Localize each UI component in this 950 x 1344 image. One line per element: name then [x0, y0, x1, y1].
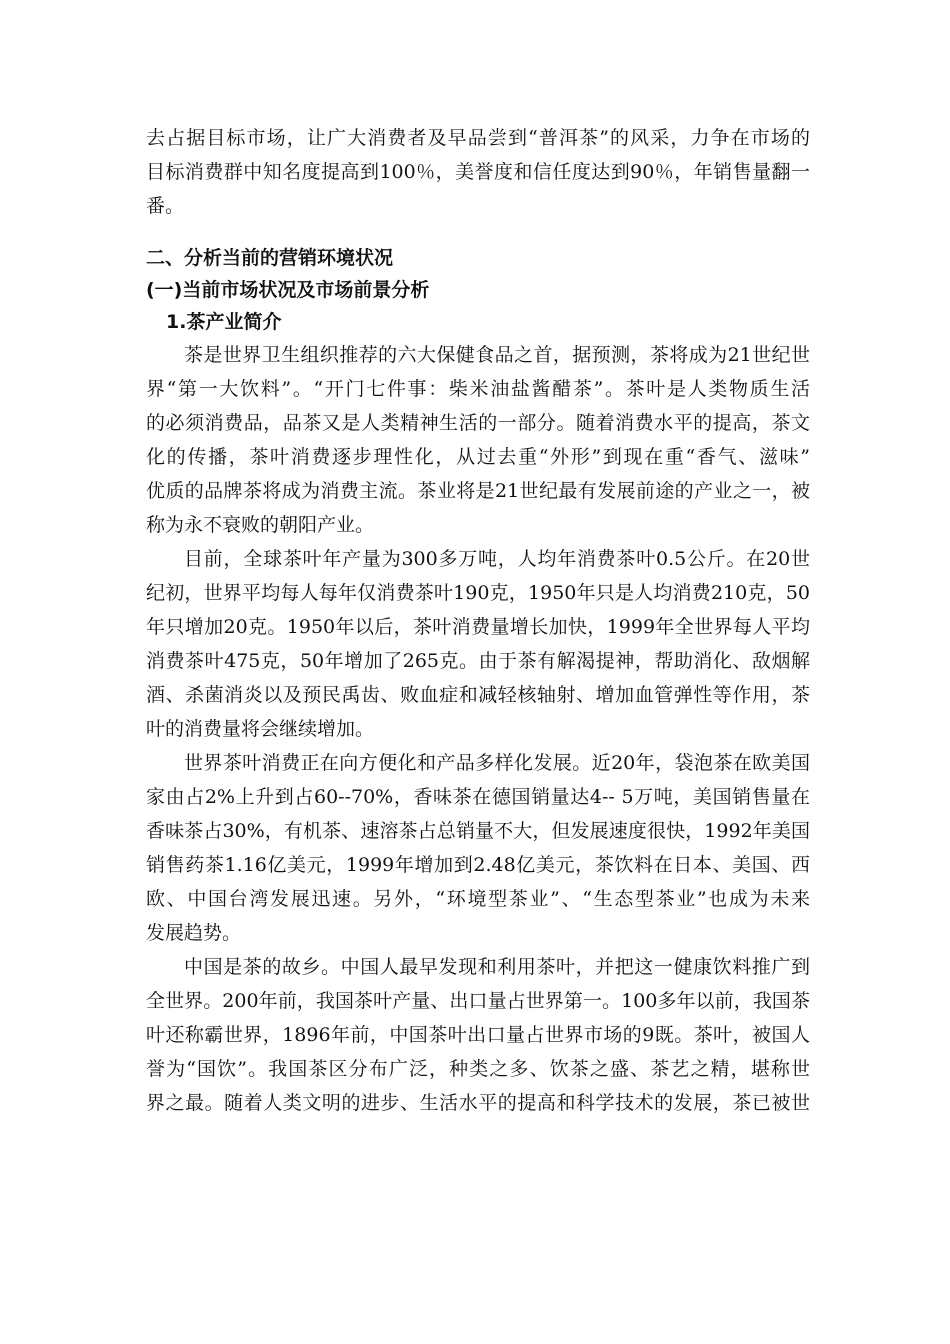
intro-paragraph — [146, 121, 810, 223]
text-line: 目标消费群中知名度提高到100％，美誉度和信任度达到90％，年销售量翻一 — [146, 161, 810, 183]
text-line: 番。 — [146, 195, 185, 217]
paragraph-china-tea — [146, 950, 810, 1120]
text-line: 欧、中国台湾发展迅速。另外，“环境型茶业”、“生态型茶业”也成为未来 — [146, 888, 810, 910]
text-line: 界“第一大饮料”。“开门七件事：柴米油盐酱醋茶”。茶叶是人类物质生活 — [146, 378, 810, 400]
text-line: 酒、杀菌消炎以及预民禹齿、败血症和减轻核轴射、增加血管弹性等作用，茶 — [146, 684, 810, 706]
text-line: 茶是世界卫生组织推荐的六大保健食品之首，据预测，茶将成为21世纪世 — [184, 344, 810, 366]
document-body — [146, 121, 810, 1120]
text-line: 界之最。随着人类文明的进步、生活水平的提高和科学技术的发展，茶已被世 — [146, 1092, 810, 1114]
text-line: 化的传播，茶叶消费逐步理性化，从过去重“外形”到现在重“香气、滋味” — [146, 446, 810, 468]
text-line: 香味茶占30%，有机茶、速溶茶占总销量不大，但发展速度很快，1992年美国 — [146, 820, 810, 842]
text-line: 全世界。200年前，我国茶叶产量、出口量占世界第一。100多年以前，我国茶 — [146, 990, 810, 1012]
subsection-heading: (一)当前市场状况及市场前景分析 — [146, 279, 430, 301]
text-line: 叶的消费量将会继续增加。 — [146, 718, 375, 740]
paragraph-consumption-trends — [146, 746, 810, 950]
item-heading: 1.茶产业简介 — [166, 311, 282, 333]
text-line: 发展趋势。 — [146, 922, 242, 944]
text-line: 誉为“国饮”。我国茶区分布广泛，种类之多、饮茶之盛、茶艺之精，堪称世 — [146, 1058, 810, 1080]
paragraph-tea-industry — [146, 338, 810, 542]
text-line: 销售药茶1.16亿美元，1999年增加到2.48亿美元，茶饮料在日本、美国、西 — [146, 854, 810, 876]
text-line: 优质的品牌茶将成为消费主流。茶业将是21世纪最有发展前途的产业之一，被 — [146, 480, 810, 502]
text-line: 家由占2%上升到占60--70%，香味茶在德国销量达4-- 5万吨，美国销售量在 — [146, 786, 810, 808]
text-line: 中国是茶的故乡。中国人最早发现和利用茶叶，并把这一健康饮料推广到 — [184, 956, 810, 978]
text-line: 年只增加20克。1950年以后，茶叶消费量增长加快，1999年全世界每人平均 — [146, 616, 810, 638]
text-line: 目前，全球茶叶年产量为300多万吨，人均年消费茶叶0.5公斤。在20世 — [184, 548, 810, 570]
text-line: 纪初，世界平均每人每年仅消费茶叶190克，1950年只是人均消费210克，50 — [146, 582, 810, 604]
text-line: 消费茶叶475克，50年增加了265克。由于茶有解渴提神，帮助消化、敌烟解 — [146, 650, 810, 672]
section-heading: 二、分析当前的营销环境状况 — [146, 247, 394, 269]
text-line: 称为永不衰败的朝阳产业。 — [146, 514, 375, 536]
text-line: 的必须消费品，品茶又是人类精神生活的一部分。随着消费水平的提高，茶文 — [146, 412, 810, 434]
text-line: 叶还称霸世界，1896年前，中国茶叶出口量占世界市场的9既。茶叶，被国人 — [146, 1024, 810, 1046]
text-line: 去占据目标市场，让广大消费者及早品尝到“普洱茶”的风采，力争在市场的 — [146, 127, 810, 149]
paragraph-global-output — [146, 542, 810, 746]
text-line: 世界茶叶消费正在向方便化和产品多样化发展。近20年，袋泡茶在欧美国 — [184, 752, 810, 774]
